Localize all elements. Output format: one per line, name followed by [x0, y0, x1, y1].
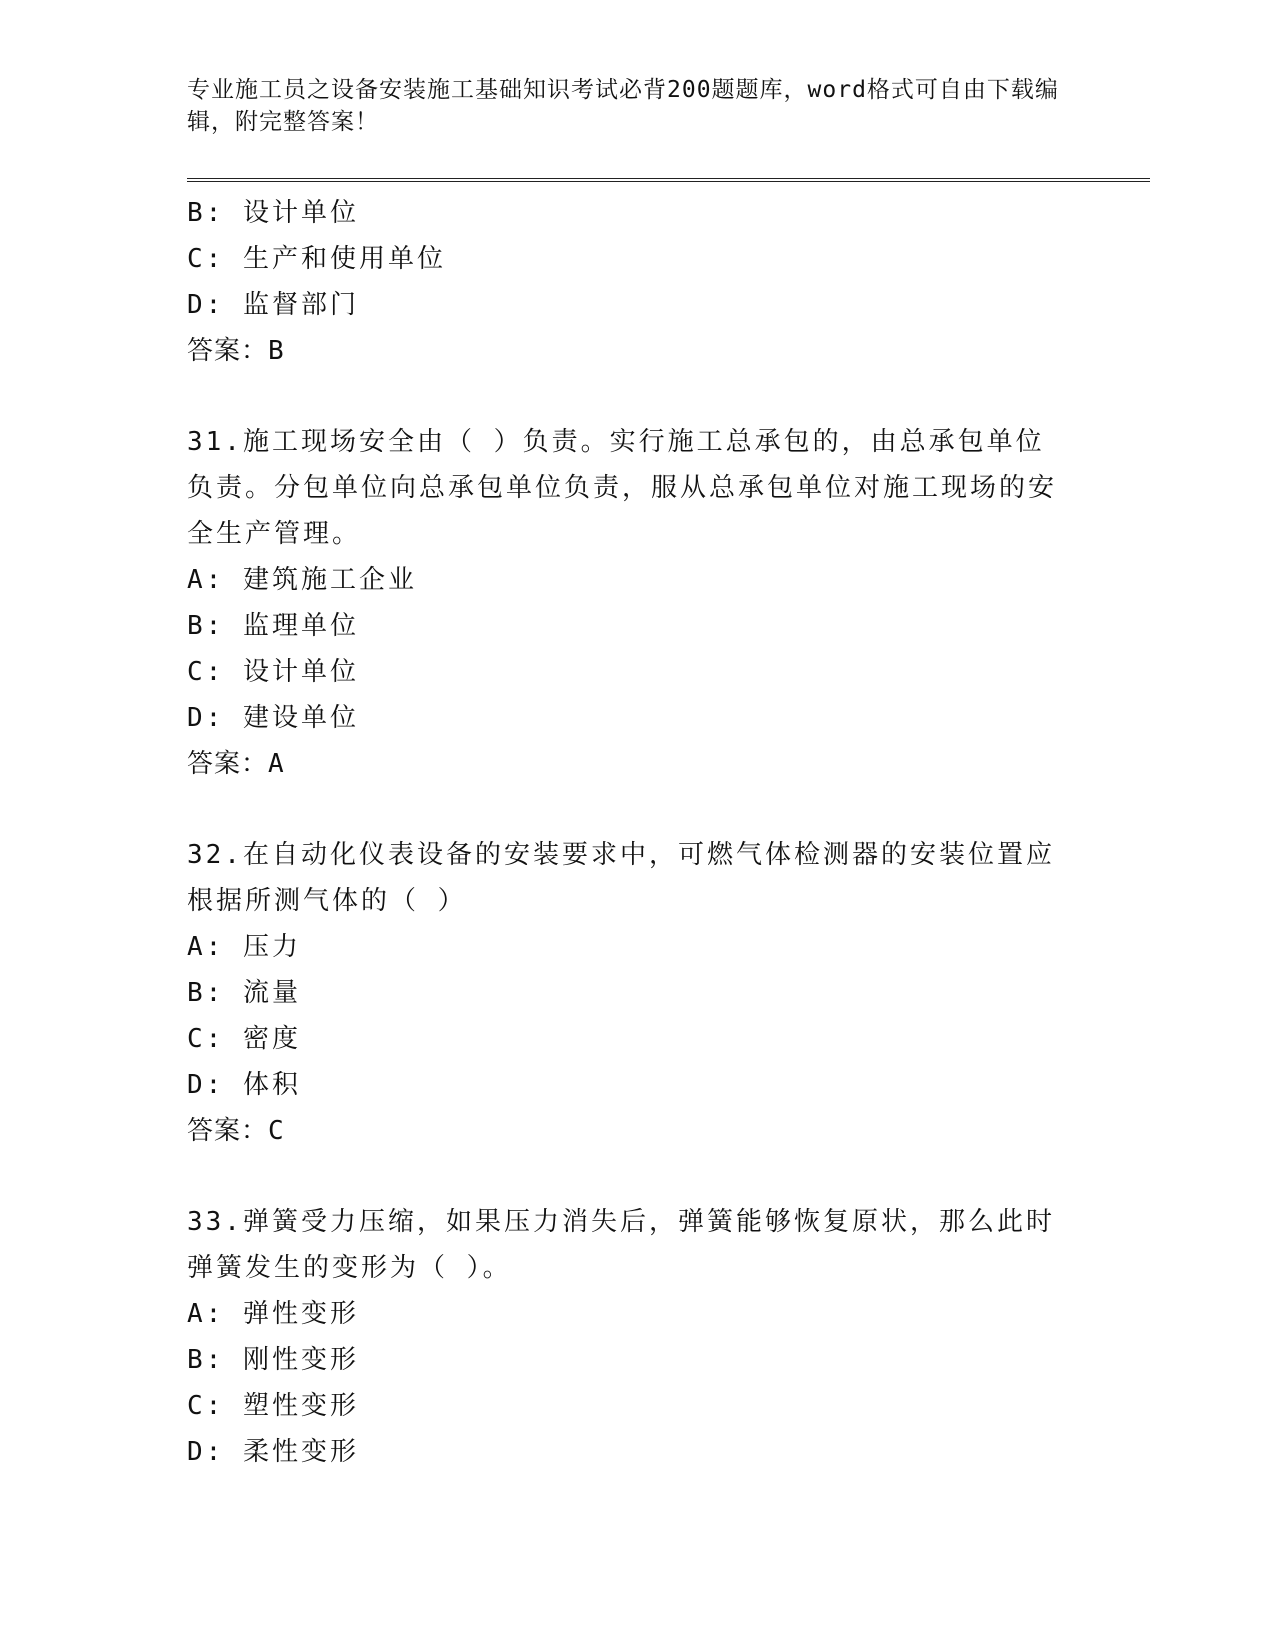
option-d: D: 柔性变形 [187, 1437, 359, 1467]
spacer [187, 374, 1067, 419]
option-b: B: 流量 [187, 978, 301, 1008]
answer-line: 答案：B [187, 336, 285, 366]
option-b: B: 监理单位 [187, 611, 359, 641]
option-d: D: 建设单位 [187, 703, 359, 733]
option-b: B: 刚性变形 [187, 1345, 359, 1375]
partial-question [187, 190, 1067, 374]
spacer [187, 1154, 1067, 1199]
answer-line: 答案：C [187, 1116, 285, 1146]
answer-line: 答案：A [187, 749, 285, 779]
option-a: A: 压力 [187, 932, 301, 962]
document-header-title: 专业施工员之设备安装施工基础知识考试必背200题题库，word格式可自由下载编辑，附完整答案！ [187, 77, 1059, 135]
document-body [187, 190, 1067, 1475]
option-d: D: 体积 [187, 1070, 301, 1100]
option-d: D: 监督部门 [187, 290, 359, 320]
option-c: C: 塑性变形 [187, 1391, 359, 1421]
spacer [187, 787, 1067, 832]
question-31 [187, 419, 1067, 787]
question-33 [187, 1199, 1067, 1475]
option-c: C: 设计单位 [187, 657, 359, 687]
option-a: A: 弹性变形 [187, 1299, 359, 1329]
question-32 [187, 832, 1067, 1154]
question-stem: 31.施工现场安全由（ ）负责。实行施工总承包的，由总承包单位负责。分包单位向总承包单位负责，服从总承包单位对施工现场的安全生产管理。 [187, 427, 1058, 549]
option-c: C: 生产和使用单位 [187, 244, 446, 274]
header-divider [187, 178, 1150, 182]
question-stem: 32.在自动化仪表设备的安装要求中，可燃气体检测器的安装位置应根据所测气体的（ ） [187, 840, 1055, 916]
option-b: B: 设计单位 [187, 198, 359, 228]
option-a: A: 建筑施工企业 [187, 565, 417, 595]
question-stem: 33.弹簧受力压缩，如果压力消失后，弹簧能够恢复原状，那么此时弹簧发生的变形为（ ）。 [187, 1207, 1055, 1283]
option-c: C: 密度 [187, 1024, 301, 1054]
